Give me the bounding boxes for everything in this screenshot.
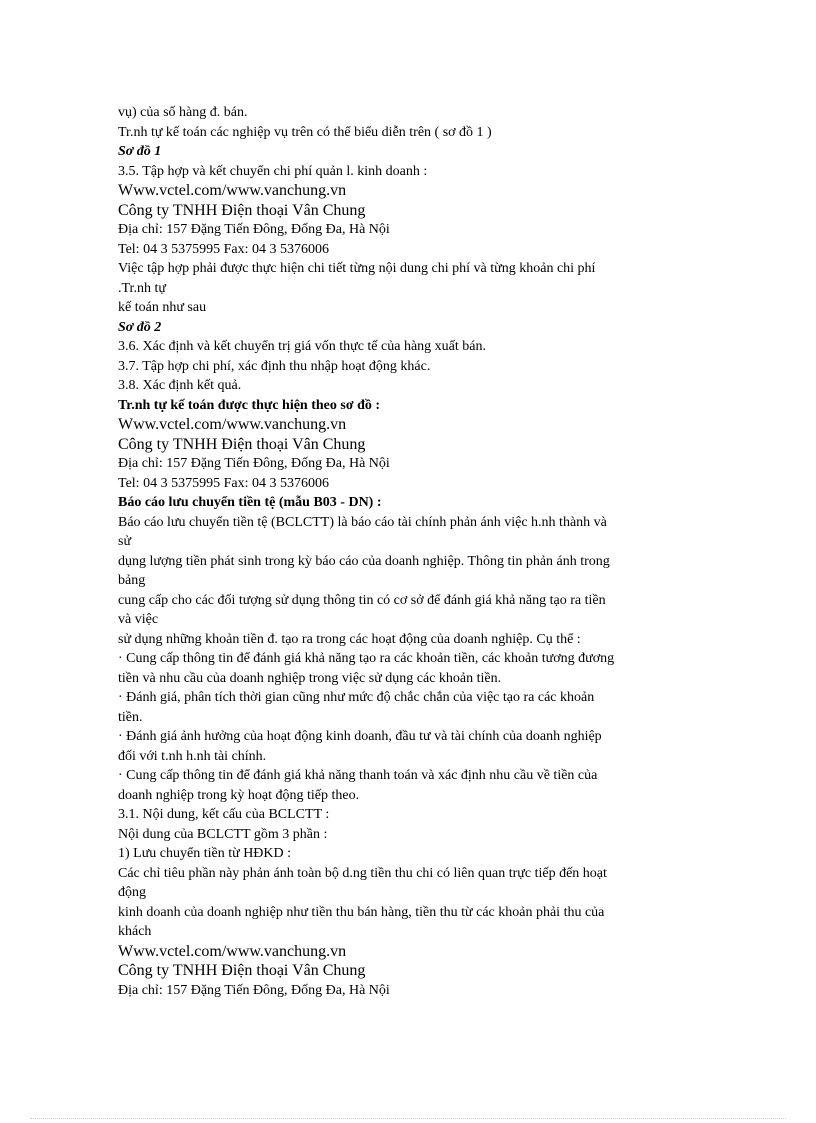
website-line: Www.vctel.com/www.vanchung.vn [118, 416, 347, 433]
address-line: Địa chỉ: 157 Đặng Tiến Đông, Đống Đa, Hà Nội [118, 982, 390, 998]
text-line: Nội dung của BCLCTT gồm 3 phần : [118, 826, 328, 842]
website-line: Www.vctel.com/www.vanchung.vn [118, 942, 347, 960]
page-bottom-divider [30, 1118, 786, 1119]
text-line: Việc tập hợp phải được thực hiện chi tiết từng nội dung chi phí và từng khoản chi phí [118, 261, 596, 276]
company-name: Công ty TNHH Điện thoại Vân Chung [118, 435, 366, 453]
text-line: động [118, 885, 146, 900]
bold-heading: Báo cáo lưu chuyển tiền tệ (mẫu B03 - DN) : [118, 495, 382, 510]
company-name: Công ty TNHH Điện thoại Vân Chung [118, 962, 366, 979]
section-line: 3.5. Tập hợp và kết chuyển chi phí quản l. kinh doanh : [118, 163, 428, 179]
text-line: doanh nghiệp trong kỳ hoạt động tiếp theo. [118, 787, 360, 803]
bullet-line: · Đánh giá, phân tích thời gian cũng như mức độ chắc chắn của việc tạo ra các khoản [118, 690, 595, 705]
text-line: sử [118, 534, 132, 549]
text-line: sử dụng những khoản tiền đ. tạo ra trong các hoạt động của doanh nghiệp. Cụ thể : [118, 631, 581, 647]
diagram-heading: Sơ đồ 2 [118, 319, 162, 335]
bullet-line: · Đánh giá ảnh hưởng của hoạt động kinh doanh, đầu tư và tài chính của doanh nghiệp [118, 729, 602, 744]
section-line: 3.7. Tập hợp chi phí, xác định thu nhập hoạt động khác. [118, 358, 431, 374]
section-line: 3.6. Xác định và kết chuyển trị giá vốn thực tế của hàng xuất bán. [118, 339, 486, 354]
text-line: đối với t.nh h.nh tài chính. [118, 748, 267, 764]
address-line: Địa chỉ: 157 Đặng Tiến Đông, Đống Đa, Hà Nội [118, 222, 390, 237]
text-line: cung cấp cho các đối tượng sử dụng thông tin có cơ sở để đánh giá khả năng tạo ra tiền [118, 592, 606, 608]
text-line: và việc [118, 612, 159, 627]
text-line: dụng lượng tiền phát sinh trong kỳ báo cáo của doanh nghiệp. Thông tin phản ánh trong [118, 553, 610, 569]
text-line: kế toán như sau [118, 300, 207, 315]
text-line: .Tr.nh tự [118, 280, 166, 296]
text-line: khách [118, 924, 152, 939]
bullet-line: · Cung cấp thông tin để đánh giá khả năng thanh toán và xác định nhu cầu về tiền của [118, 768, 598, 783]
text-line: vụ) của số hàng đ. bán. [118, 105, 248, 120]
text-line: tiền và nhu cầu của doanh nghiệp trong việc sử dụng các khoản tiền. [118, 670, 502, 686]
text-line: Các chỉ tiêu phần này phản ánh toàn bộ d.ng tiền thu chi có liên quan trực tiếp đến hoạt [118, 865, 607, 881]
address-line: Địa chỉ: 157 Đặng Tiến Đông, Đống Đa, Hà Nội [118, 456, 390, 471]
text-line: bảng [118, 573, 146, 588]
website-line: Www.vctel.com/www.vanchung.vn [118, 182, 347, 199]
document-page [118, 103, 698, 1000]
phone-fax-line: Tel: 04 3 5375995 Fax: 04 3 5376006 [118, 241, 329, 257]
text-line: 1) Lưu chuyển tiền từ HĐKD : [118, 846, 292, 861]
text-line: tiền. [118, 709, 143, 725]
text-line: kinh doanh của doanh nghiệp như tiền thu bán hàng, tiền thu từ các khoản phải thu của [118, 904, 605, 920]
section-line: 3.1. Nội dung, kết cấu của BCLCTT : [118, 807, 330, 822]
bullet-line: · Cung cấp thông tin để đánh giá khả năng tạo ra các khoản tiền, các khoản tương đương [118, 651, 615, 666]
phone-fax-line: Tel: 04 3 5375995 Fax: 04 3 5376006 [118, 475, 329, 491]
diagram-heading: Sơ đồ 1 [118, 144, 162, 159]
text-line: Báo cáo lưu chuyển tiền tệ (BCLCTT) là báo cáo tài chính phản ánh việc h.nh thành và [118, 514, 607, 530]
bold-heading: Tr.nh tự kế toán được thực hiện theo sơ đồ : [118, 397, 381, 413]
company-name: Công ty TNHH Điện thoại Vân Chung [118, 201, 366, 219]
text-line: Tr.nh tự kế toán các nghiệp vụ trên có thể biểu diễn trên ( sơ đồ 1 ) [118, 124, 492, 140]
section-line: 3.8. Xác định kết quả. [118, 378, 242, 393]
